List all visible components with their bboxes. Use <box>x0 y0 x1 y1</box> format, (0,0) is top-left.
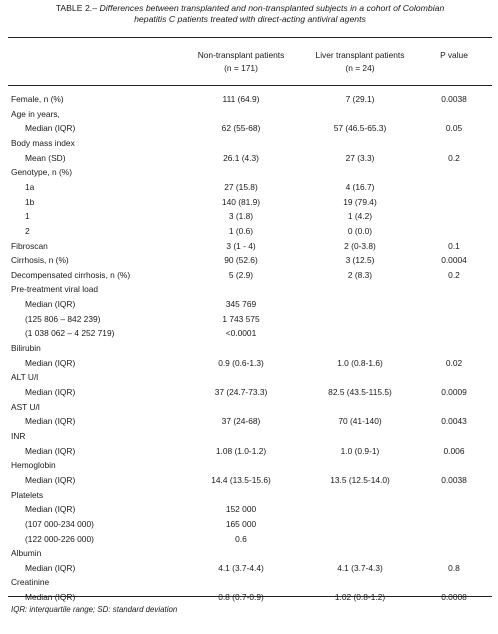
caption-title-line1: Differences between transplanted and non-transplanted subjects in a cohort of Colombian <box>99 3 445 13</box>
row-label: Female, n (%) <box>11 94 64 104</box>
cell-non-transplant: 37 (24-68) <box>221 416 261 427</box>
cell-liver-transplant: 13.5 (12.5-14.0) <box>330 474 390 485</box>
table-row <box>0 210 498 223</box>
row-label: Fibroscan <box>11 240 48 251</box>
row-label: Hemoglobin <box>11 460 56 471</box>
row-label: Median (IQR) <box>25 562 76 573</box>
table-row <box>0 181 498 194</box>
cell-p-value: 0.8 <box>448 562 460 573</box>
table-row <box>0 415 498 428</box>
row-label: Body mass index <box>11 137 75 148</box>
row-label: Genotype, n (%) <box>11 167 72 178</box>
cell-p-value: 0.0043 <box>441 416 467 427</box>
row-label: Age in years, <box>11 108 60 119</box>
cell-liver-transplant: 2 (0-3.8) <box>344 240 376 251</box>
cell-non-transplant: 140 (81.9) <box>221 196 261 207</box>
cell-non-transplant: 0.8 (0.7-0.9) <box>218 592 264 603</box>
cell-p-value: 0.05 <box>445 123 463 134</box>
cell-non-transplant: 27 (15.8) <box>224 181 258 192</box>
cell-non-transplant: 1 743 575 <box>222 313 260 324</box>
row-label: Median (IQR) <box>25 504 76 515</box>
cell-p-value: 0.02 <box>445 357 463 368</box>
cell-liver-transplant: 19 (79.4) <box>343 196 377 207</box>
cell-p-value: 0.006 <box>443 445 465 456</box>
row-label: Median (IQR) <box>25 592 76 603</box>
table-row <box>0 533 498 546</box>
table-row <box>0 93 498 106</box>
table-footnote: IQR: interquartile range; SD: standard deviation <box>11 605 178 614</box>
cell-non-transplant: 3 (1.8) <box>228 211 254 222</box>
row-label: ALT U/l <box>11 372 39 383</box>
row-label: Albumin <box>11 548 42 559</box>
cell-p-value: 0.0009 <box>441 387 467 397</box>
cell-liver-transplant: 1.0 (0.9-1) <box>340 445 380 456</box>
cell-liver-transplant: 7 (29.1) <box>345 94 375 104</box>
cell-non-transplant: 37 (24.7-73.3) <box>214 387 268 397</box>
cell-liver-transplant: 3 (12.5) <box>345 255 375 266</box>
cell-non-transplant: 62 (55-68) <box>221 123 261 134</box>
table-caption <box>8 3 492 25</box>
cell-non-transplant: 3 (1 - 4) <box>226 240 256 251</box>
row-label: AST U/l <box>11 401 40 412</box>
cell-non-transplant: 345 769 <box>225 299 257 310</box>
table-row <box>0 254 498 267</box>
row-label: (1 038 062 – 4 252 719) <box>25 328 115 339</box>
row-label: (107 000-234 000) <box>25 518 94 529</box>
cell-liver-transplant: 4 (16.7) <box>345 181 375 192</box>
cell-non-transplant: 0.9 (0.6-1.3) <box>218 357 264 368</box>
table-row <box>0 591 498 604</box>
caption-title-line2: hepatitis C patients treated with direct-acting antiviral agents <box>134 14 366 24</box>
table-row <box>0 459 498 472</box>
table-row <box>0 327 498 340</box>
table-row <box>0 430 498 443</box>
cell-liver-transplant: 70 (41-140) <box>338 416 382 427</box>
cell-non-transplant: 1 (0.6) <box>228 225 254 236</box>
cell-p-value: 0.1 <box>448 240 460 251</box>
table-row <box>0 503 498 516</box>
row-label: Bilirubin <box>11 343 41 354</box>
table-row <box>0 283 498 296</box>
row-label: (122 000-226 000) <box>25 533 94 544</box>
table-header-rule <box>8 85 492 86</box>
row-label: 1b <box>25 196 35 207</box>
row-label: Platelets <box>11 489 44 500</box>
table-row <box>0 313 498 326</box>
cell-non-transplant: 1.08 (1.0-1.2) <box>215 445 267 456</box>
table-row <box>0 357 498 370</box>
table-row <box>0 225 498 238</box>
header-liver-transplant-title: Liver transplant patients <box>315 50 405 60</box>
table-row <box>0 562 498 575</box>
row-label: Median (IQR) <box>25 474 76 485</box>
header-non-transplant-n: (n = 171) <box>224 63 258 73</box>
cell-p-value: 0.0038 <box>441 94 467 104</box>
row-label: 1a <box>25 181 35 192</box>
row-label: 2 <box>25 225 30 236</box>
header-p-value <box>415 49 493 62</box>
table-row <box>0 445 498 458</box>
table-row <box>0 166 498 179</box>
cell-non-transplant: 90 (52.6) <box>224 255 258 266</box>
row-label: 1 <box>25 211 30 222</box>
cell-p-value: 0.2 <box>448 152 460 163</box>
cell-p-value: 0.0004 <box>441 255 467 266</box>
cell-non-transplant: <0.0001 <box>225 328 257 339</box>
caption-label: TABLE 2.– <box>55 3 100 13</box>
cell-liver-transplant: 2 (8.3) <box>347 269 373 280</box>
table-row <box>0 298 498 311</box>
table-row <box>0 518 498 531</box>
table-row <box>0 371 498 384</box>
header-non-transplant-title: Non-transplant patients <box>197 50 285 60</box>
cell-liver-transplant: 1.0 (0.8-1.6) <box>337 357 383 368</box>
header-liver-transplant-n: (n = 24) <box>345 63 375 73</box>
cell-non-transplant: 14.4 (13.5-15.6) <box>211 474 271 485</box>
row-label: Decompensated cirrhosis, n (%) <box>11 269 131 280</box>
table-bottom-rule <box>8 596 492 597</box>
table-row <box>0 137 498 150</box>
table-row <box>0 269 498 282</box>
cell-liver-transplant: 57 (46.5-65.3) <box>333 123 387 134</box>
row-label: Median (IQR) <box>25 357 76 368</box>
row-label: Median (IQR) <box>25 445 76 456</box>
header-p-value-label: P value <box>440 50 468 60</box>
table-top-rule <box>8 37 492 38</box>
cell-liver-transplant: 1.02 (0.8-1.2) <box>334 592 386 603</box>
cell-non-transplant: 26.1 (4.3) <box>223 152 259 163</box>
row-label: Pre-treatment viral load <box>11 284 99 295</box>
row-label: Median (IQR) <box>25 123 76 134</box>
cell-p-value: 0.2 <box>448 269 460 280</box>
cell-p-value: 0.0008 <box>441 592 467 603</box>
row-label: Median (IQR) <box>25 387 76 397</box>
table-row <box>0 386 498 399</box>
table-row <box>0 547 498 560</box>
cell-liver-transplant: 82.5 (43.5-115.5) <box>328 387 392 397</box>
cell-liver-transplant: 1 (4.2) <box>347 211 373 222</box>
header-non-transplant <box>170 49 312 75</box>
row-label: Cirrhosis, n (%) <box>11 255 69 266</box>
row-label: Creatinine <box>11 577 50 588</box>
row-label: (125 806 – 842 239) <box>25 313 101 324</box>
cell-non-transplant: 111 (64.9) <box>222 94 260 104</box>
table-row <box>0 152 498 165</box>
cell-liver-transplant: 0 (0.0) <box>347 225 373 236</box>
table-row <box>0 240 498 253</box>
row-label: Median (IQR) <box>25 299 76 310</box>
row-label: Mean (SD) <box>25 152 66 163</box>
cell-non-transplant: 0.6 <box>235 533 247 544</box>
table-row <box>0 401 498 414</box>
table-row <box>0 342 498 355</box>
cell-p-value: 0.0038 <box>441 474 467 485</box>
cell-non-transplant: 152 000 <box>225 504 257 515</box>
cell-non-transplant: 4.1 (3.7-4.4) <box>218 562 264 573</box>
table-row <box>0 122 498 135</box>
cell-non-transplant: 165 000 <box>225 518 257 529</box>
cell-liver-transplant: 4.1 (3.7-4.3) <box>337 562 383 573</box>
header-liver-transplant <box>304 49 416 75</box>
cell-non-transplant: 5 (2.9) <box>228 269 254 280</box>
table-row <box>0 474 498 487</box>
table-row <box>0 196 498 209</box>
table-row <box>0 489 498 502</box>
table-row <box>0 576 498 589</box>
row-label: Median (IQR) <box>25 416 76 427</box>
cell-liver-transplant: 27 (3.3) <box>345 152 375 163</box>
table-row <box>0 108 498 121</box>
row-label: INR <box>11 430 26 441</box>
